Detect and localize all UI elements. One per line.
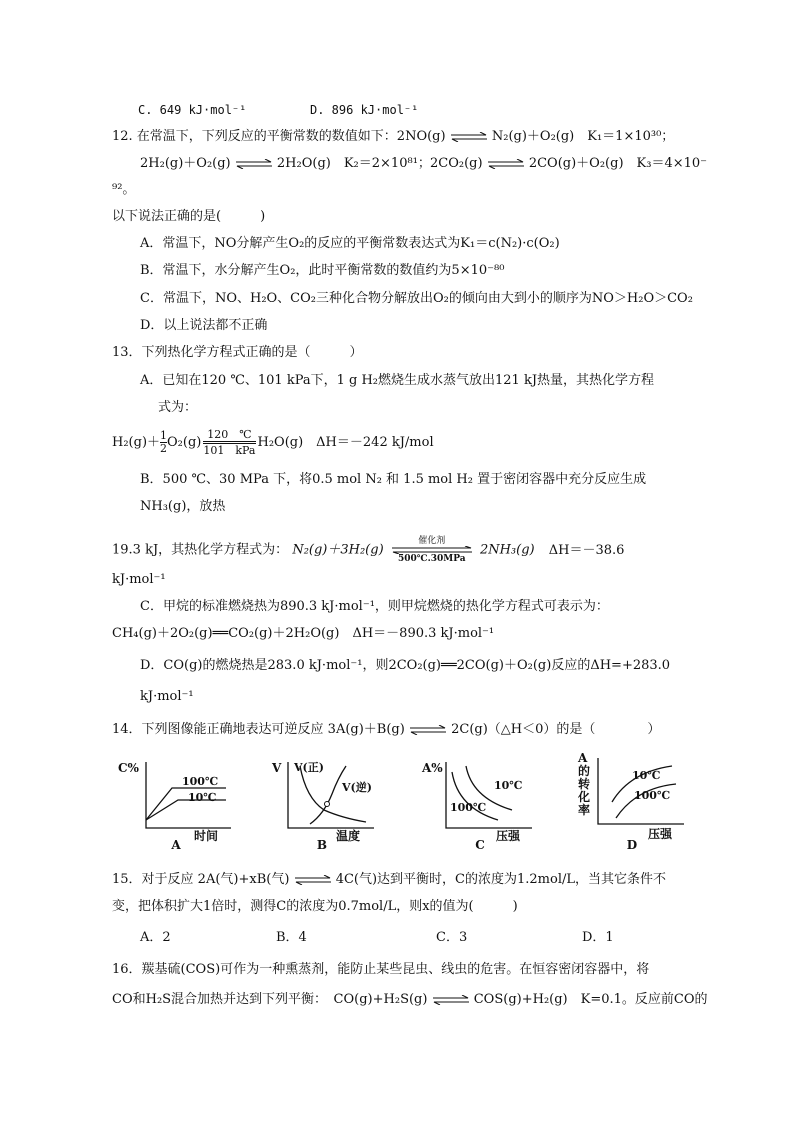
figure-b-caption: B	[316, 838, 328, 852]
q12-option-b: B．常温下，水分解产生O₂，此时平衡常数的数值约为5×10⁻⁸⁰	[140, 263, 505, 278]
figure-c	[420, 758, 540, 853]
figure-a-caption: A	[171, 838, 181, 852]
q15-option-a: A．2	[140, 930, 171, 945]
equilibrium-arrow-icon	[487, 159, 525, 169]
equilibrium-arrow-icon	[294, 875, 332, 885]
q13-stem: 13．下列热化学方程式正确的是（ ）	[112, 345, 363, 360]
figure-b-series1-label: V(正)	[294, 761, 324, 774]
figure-d	[572, 751, 692, 853]
figure-d-ylabel: A的转化率	[578, 751, 591, 817]
figure-c-curve1-label: 10℃	[494, 779, 523, 792]
figure-d-xlabel: 压强	[648, 827, 673, 841]
figure-a	[116, 758, 236, 853]
equilibrium-arrow-icon	[432, 995, 470, 1005]
q13-option-c-line2: CH₄(g)＋2O₂(g)══CO₂(g)＋2H₂O(g) ΔH＝－890.3 kJ·mol⁻¹	[112, 626, 495, 641]
equilibrium-arrow-icon	[450, 132, 488, 142]
equilibrium-arrow-icon	[409, 725, 447, 735]
q16-line1: 16．羰基硫(COS)可作为一种熏蒸剂，能防止某些昆虫、线虫的危害。在恒容密闭容器中，将	[112, 962, 650, 977]
q11-option-d: D. 896 kJ·mol⁻¹	[310, 103, 419, 117]
q15-option-b: B．4	[276, 930, 307, 945]
q13-option-b-line2: NH₃(g)，放热	[140, 499, 226, 514]
q12-stem: 12. 在常温下，下列反应的平衡常数的数值如下：2NO(g) N₂(g)＋O₂(g) K₁＝1×10³⁰；	[112, 129, 675, 144]
equilibrium-arrow-icon	[235, 159, 273, 169]
q12-eq3-tail: ⁹²。	[112, 182, 136, 197]
q13-option-b-unit: kJ·mol⁻¹	[112, 572, 166, 587]
q13-option-a-equation: H₂(g)＋ $\frac{1}{2}$ O₂(g) 120 ℃ 101 kPa H₂O(g) ΔH＝－242 kJ/mol	[112, 428, 434, 457]
q15-option-d: D．1	[582, 930, 614, 945]
q16-line2: CO和H₂S混合加热并达到下列平衡： CO(g)+H₂S(g) COS(g)+H₂(g) K=0.1。反应前CO的	[112, 992, 708, 1007]
equilibrium-arrow-icon	[391, 546, 473, 554]
q11-option-c: C. 649 kJ·mol⁻¹	[138, 103, 247, 117]
q15-line2: 变，把体积扩大1倍时，测得C的浓度为0.7mol/L，则x的值为( )	[112, 899, 518, 914]
q12-prompt: 以下说法正确的是( )	[112, 209, 266, 224]
figure-c-curve2-label: 100℃	[450, 801, 487, 814]
q15-line1: 15．对于反应 2A(气)+xB(气) 4C(气)达到平衡时，C的浓度为1.2mol/L，当其它条件不	[112, 872, 666, 887]
figure-c-caption: C	[475, 838, 485, 852]
q12-option-c: C．常温下，NO、H₂O、CO₂三种化合物分解放出O₂的倾向由大到小的顺序为NO＞H₂O＞CO₂	[140, 291, 693, 306]
figure-d-curve2-label: 100℃	[634, 789, 671, 802]
figure-c-xlabel: 压强	[496, 829, 521, 843]
q12-option-d: D．以上说法都不正确	[140, 318, 268, 333]
figure-b-xlabel: 温度	[336, 829, 361, 843]
q13-option-c-line1: C．甲烷的标准燃烧热为890.3 kJ·mol⁻¹，则甲烷燃烧的热化学方程式可表示为：	[140, 599, 609, 614]
q15-option-c: C．3	[436, 930, 468, 945]
q12-eq2: 2H₂(g)＋O₂(g) 2H₂O(g) K₂＝2×10⁸¹；	[140, 156, 431, 171]
figure-a-ylabel: C%	[118, 761, 139, 775]
q13-option-b-line1: B．500 ℃、30 MPa 下，将0.5 mol N₂ 和 1.5 mol H₂ 置于密闭容器中充分反应生成	[140, 472, 647, 487]
figure-a-curve1-label: 100℃	[182, 775, 219, 788]
q13-option-a-line1: A．已知在120 ℃、101 kPa下，1 g H₂燃烧生成水蒸气放出121 kJ热量，其热化学方程	[140, 373, 655, 388]
q14-stem: 14．下列图像能正确地表达可逆反应 3A(g)＋B(g) 2C(g)（△H＜0）的是（ ）	[112, 722, 661, 737]
q13-option-b-equation: 19.3 kJ，其热化学方程式为： N₂(g)＋3H₂(g) 催化剂 500℃.30MPa 2NH₃(g) ΔH＝－38.6	[112, 536, 625, 564]
q13-option-a-line2: 式为：	[158, 400, 198, 415]
figure-b-ylabel: V	[272, 761, 282, 775]
figure-d-curve1-label: 10℃	[632, 769, 661, 782]
q12-option-a: A．常温下，NO分解产生O₂的反应的平衡常数表达式为K₁＝c(N₂)·c(O₂)	[140, 236, 560, 251]
figure-a-xlabel: 时间	[194, 829, 219, 843]
figure-c-ylabel: A%	[422, 761, 443, 775]
figure-d-caption: D	[626, 838, 638, 852]
figure-a-curve2-label: 10℃	[188, 791, 217, 804]
q12-eq3: 2CO₂(g) 2CO(g)＋O₂(g) K₃＝4×10⁻	[430, 156, 708, 171]
q13-option-d-line2: kJ·mol⁻¹	[140, 689, 194, 704]
figure-b	[262, 758, 382, 853]
q13-option-d-line1: D．CO(g)的燃烧热是283.0 kJ·mol⁻¹，则2CO₂(g)══2CO(g)＋O₂(g)反应的ΔH=+283.0	[140, 658, 671, 673]
figure-b-series2-label: V(逆)	[342, 781, 372, 794]
